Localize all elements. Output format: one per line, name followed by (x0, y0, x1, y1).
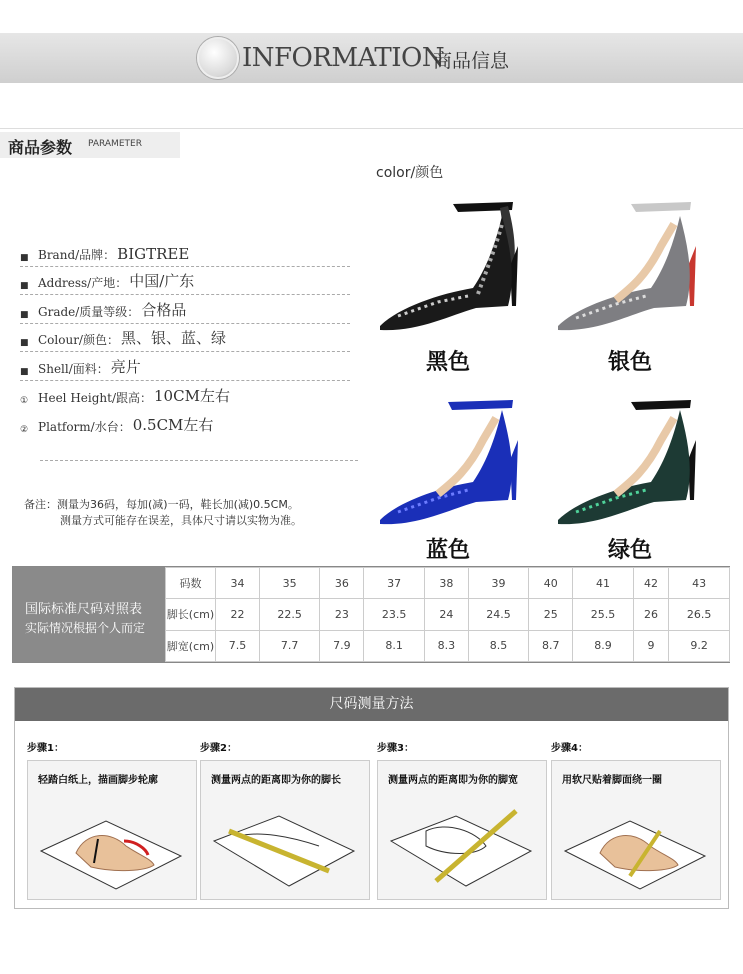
step-card (200, 760, 370, 900)
step-title: 步骤4： (551, 743, 588, 754)
param-value: 黑、银、蓝、绿 (120, 329, 226, 347)
header-arrow (170, 132, 180, 158)
shoe-blue-image (378, 390, 528, 530)
param-row (20, 409, 350, 438)
table-cell: 40 (529, 568, 573, 599)
table-cell: 36 (320, 568, 364, 599)
table-cell: 24 (424, 599, 468, 630)
step-title: 步骤3： (377, 743, 414, 754)
size-grid (165, 567, 730, 662)
ruler-length-icon (209, 801, 359, 891)
banner-title-cn: 商品信息 (433, 50, 510, 72)
table-cell: 8.9 (573, 630, 634, 661)
param-label: Heel Height/跟高： (38, 391, 153, 405)
parameter-title-en: PARAMETER (88, 139, 142, 149)
table-cell: 9.2 (669, 630, 730, 661)
table-cell: 43 (669, 568, 730, 599)
size-table-title (13, 567, 165, 662)
table-cell: 37 (364, 568, 425, 599)
bullet: ① (20, 396, 29, 406)
divider (0, 128, 743, 129)
step-card (551, 760, 721, 900)
param-value: 合格品 (141, 300, 187, 319)
table-cell: 8.7 (529, 630, 573, 661)
param-row (20, 352, 350, 381)
param-label: Grade/质量等级： (38, 304, 140, 319)
parameter-header (0, 132, 180, 158)
table-cell: 7.9 (320, 630, 364, 661)
bullet: ■ (20, 252, 29, 263)
color-label-blue: 蓝色 (426, 538, 471, 563)
table-cell: 39 (468, 568, 529, 599)
bullet: ■ (20, 309, 29, 320)
measure-section (14, 687, 729, 909)
param-value: BIGTREE (117, 244, 190, 263)
table-cell: 8.3 (424, 630, 468, 661)
color-title: color/颜色 (376, 165, 444, 181)
parameter-title-cn: 商品参数 (8, 138, 73, 157)
table-row (166, 630, 730, 661)
param-row (20, 295, 350, 324)
step-desc: 测量两点的距离即为你的脚长 (211, 775, 341, 786)
step-desc: 用软尺贴着脚面绕一圈 (562, 775, 662, 786)
table-cell: 7.5 (216, 630, 260, 661)
table-cell: 8.5 (468, 630, 529, 661)
step-card (27, 760, 197, 900)
step-title: 步骤1： (27, 743, 64, 754)
table-cell: 24.5 (468, 599, 529, 630)
param-value: 亮片 (110, 357, 141, 376)
param-row (20, 324, 350, 353)
measure-title: 尺码测量方法 (15, 688, 728, 721)
table-cell: 22 (216, 599, 260, 630)
param-label: Address/产地： (38, 276, 128, 290)
measure-step-1 (27, 739, 197, 899)
row-header: 脚宽(cm) (166, 630, 216, 661)
table-cell: 26.5 (669, 599, 730, 630)
info-banner (0, 33, 743, 83)
size-note (24, 497, 302, 529)
table-cell: 23 (320, 599, 364, 630)
step-desc: 轻踏白纸上，描画脚步轮廓 (38, 775, 158, 786)
row-header: 码数 (166, 568, 216, 599)
measure-step-3 (377, 739, 547, 899)
banner-circle-icon (197, 37, 239, 79)
param-label: Colour/颜色： (38, 333, 119, 347)
table-cell: 7.7 (259, 630, 320, 661)
measure-step-4 (551, 739, 721, 899)
table-cell: 26 (633, 599, 669, 630)
size-table (12, 566, 730, 663)
table-cell: 8.1 (364, 630, 425, 661)
param-label: Brand/品牌： (38, 247, 116, 262)
shoe-black-image (378, 196, 528, 336)
bullet: ② (20, 424, 29, 435)
table-cell: 42 (633, 568, 669, 599)
param-row (20, 267, 350, 296)
parameter-list (20, 238, 350, 438)
shoe-silver-image (556, 196, 706, 336)
measure-step-2 (200, 739, 370, 899)
param-row (20, 238, 350, 267)
step-title: 步骤2： (200, 743, 237, 754)
bullet: ■ (20, 366, 29, 377)
param-value: 中国/广东 (129, 272, 195, 290)
color-label-silver: 银色 (608, 350, 653, 375)
step-card (377, 760, 547, 900)
divider (40, 460, 358, 461)
ruler-width-icon (386, 801, 536, 891)
table-cell: 25.5 (573, 599, 634, 630)
table-cell: 25 (529, 599, 573, 630)
color-label-green: 绿色 (608, 538, 653, 563)
row-header: 脚长(cm) (166, 599, 216, 630)
shoe-green-image (556, 390, 706, 530)
table-cell: 22.5 (259, 599, 320, 630)
param-row (20, 381, 350, 410)
tape-measure-icon (560, 801, 710, 891)
table-row (166, 599, 730, 630)
table-cell: 34 (216, 568, 260, 599)
size-table-title-2: 实际情况根据个人而定 (25, 621, 146, 635)
step-desc: 测量两点的距离即为你的脚宽 (388, 775, 518, 786)
param-value: 10CM左右 (154, 387, 230, 405)
param-label: Shell/面料： (38, 361, 109, 376)
table-cell: 23.5 (364, 599, 425, 630)
table-cell: 35 (259, 568, 320, 599)
size-table-title-1: 国际标准尺码对照表 (25, 602, 143, 617)
table-cell: 38 (424, 568, 468, 599)
param-value: 0.5CM左右 (132, 415, 214, 434)
table-cell: 9 (633, 630, 669, 661)
bullet: ■ (20, 338, 29, 348)
foot-outline-icon (36, 801, 186, 891)
table-row (166, 568, 730, 599)
table-cell: 41 (573, 568, 634, 599)
note-line: 备注：测量为36码，每加(减)一码，鞋长加(减)0.5CM。 (24, 498, 299, 511)
banner-title-en: INFORMATION (242, 43, 445, 73)
note-line: 测量方式可能存在误差，具体尺寸请以实物为准。 (60, 514, 302, 527)
color-label-black: 黑色 (426, 350, 471, 375)
param-label: Platform/水台： (38, 419, 131, 434)
bullet: ■ (20, 281, 29, 291)
